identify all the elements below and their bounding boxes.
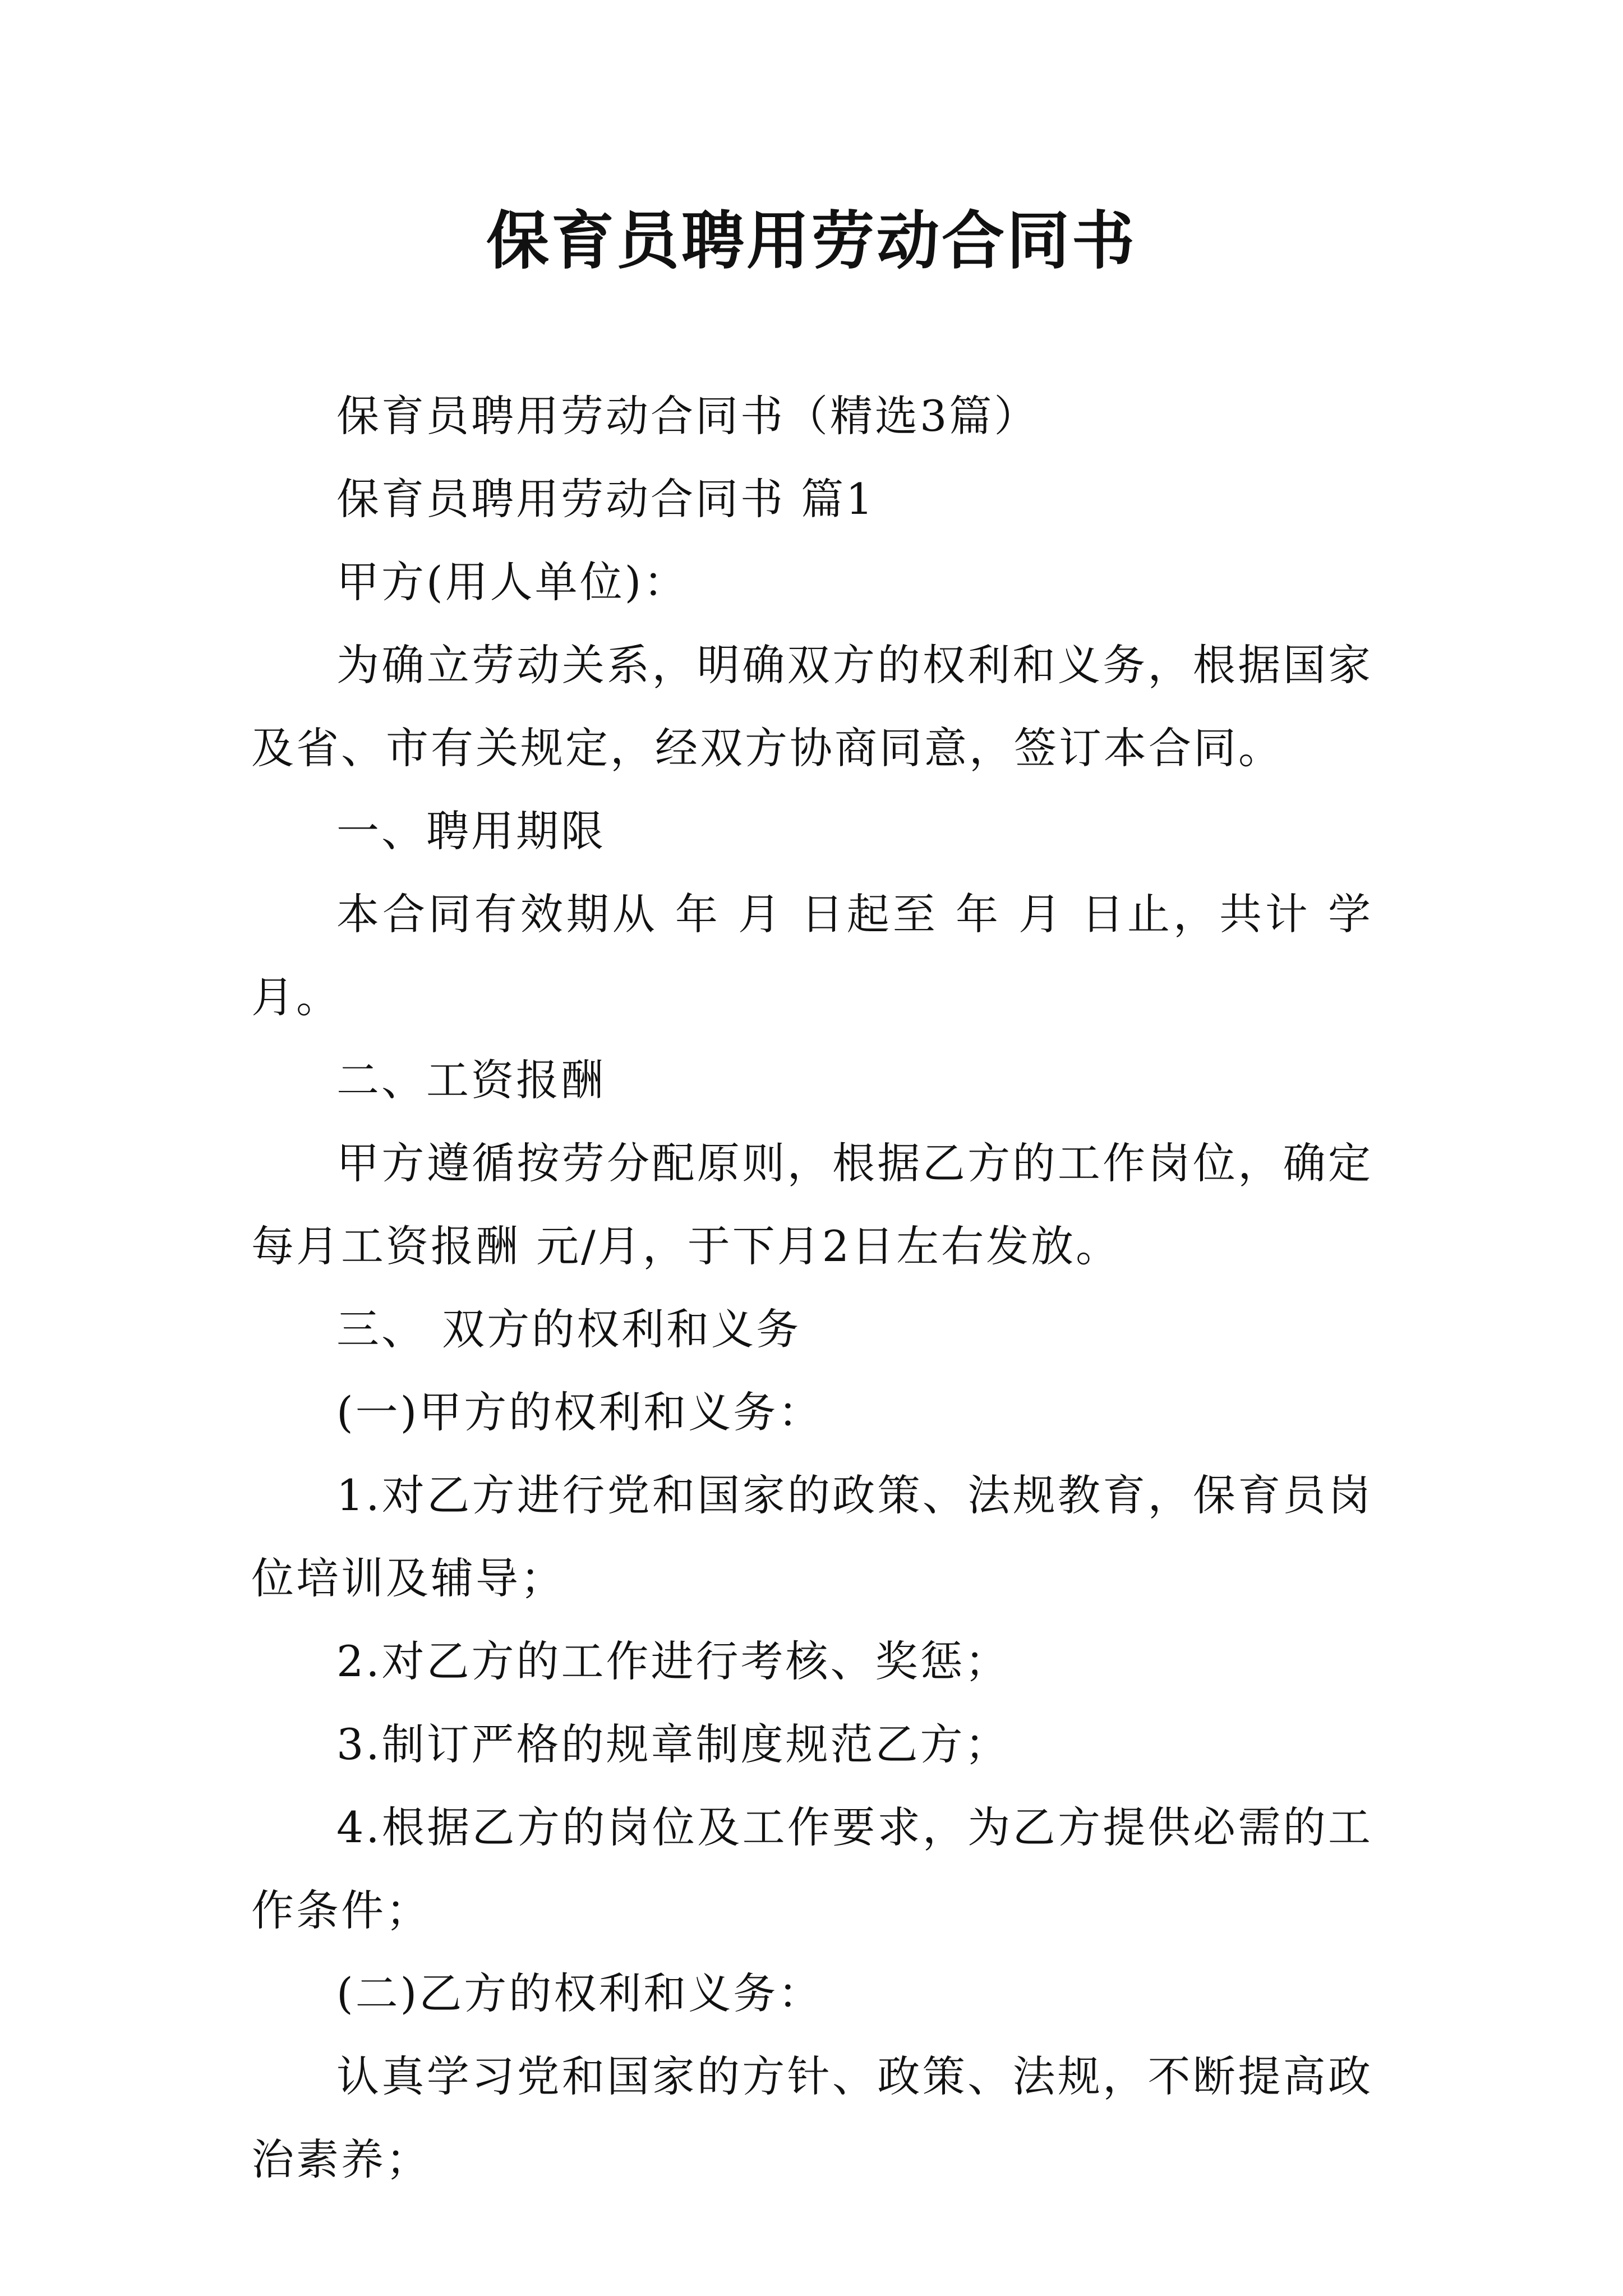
paragraph-salary-heading: 二、工资报酬 xyxy=(336,1055,606,1105)
paragraph-party-a-item-4: 4.根据乙方的岗位及工作要求，为乙方提供必需的工作条件； xyxy=(251,1802,1373,1935)
paragraph-party-a-item-1: 1.对乙方进行党和国家的政策、法规教育，保育员岗位培训及辅导； xyxy=(251,1470,1373,1603)
paragraph-party-a-item-2: 2.对乙方的工作进行考核、奖惩； xyxy=(336,1636,1010,1686)
paragraph-section-heading: 保育员聘用劳动合同书 篇1 xyxy=(336,474,875,524)
paragraph-term-heading: 一、聘用期限 xyxy=(336,806,606,856)
paragraph-party-b-rights-heading: (二)乙方的权利和义务： xyxy=(336,1968,823,2018)
paragraph-rights-heading: 三、 双方的权利和义务 xyxy=(336,1304,801,1354)
document-body xyxy=(251,375,1373,2201)
paragraph-party-a-rights-heading: (一)甲方的权利和义务： xyxy=(336,1387,823,1437)
paragraph-party-a-item-3: 3.制订严格的规章制度规范乙方； xyxy=(336,1719,1010,1769)
paragraph-preamble: 为确立劳动关系，明确双方的权利和义务，根据国家及省、市有关规定，经双方协商同意，签订本合同。 xyxy=(251,640,1373,773)
paragraph-subtitle: 保育员聘用劳动合同书（精选3篇） xyxy=(336,391,1039,441)
document-title: 保育员聘用劳动合同书 xyxy=(486,204,1137,278)
paragraph-salary: 甲方遵循按劳分配原则，根据乙方的工作岗位，确定每月工资报酬 元/月，于下月2日左右发放。 xyxy=(251,1138,1373,1271)
paragraph-party-b-item-1: 认真学习党和国家的方针、政策、法规，不断提高政治素养； xyxy=(251,2051,1373,2184)
paragraph-party-a: 甲方(用人单位)： xyxy=(336,557,689,607)
paragraph-term: 本合同有效期从 年 月 日起至 年 月 日止，共计 学月。 xyxy=(251,889,1373,1022)
